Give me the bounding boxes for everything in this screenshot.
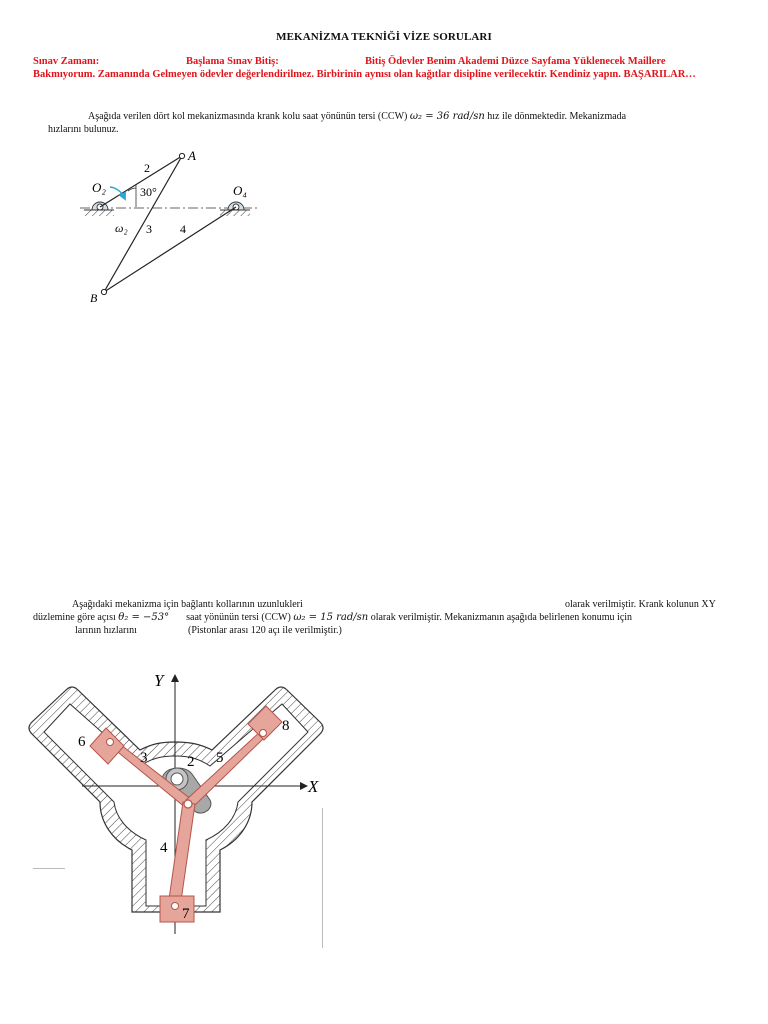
rules-note: Bakmıyorum. Zamanında Gelmeyen ödevler değerlendirilmez. Birbirinin aynısı olan kağıtlar disipline verilecektir. Kendiniz yapın. BAŞARILAR… [33, 69, 696, 80]
q1-text-line2: hızlarını bulunuz. [48, 124, 119, 135]
q2-text-line1-pre: Aşağıdaki mekanizma için bağlantı kollarının uzunlukleri [72, 599, 303, 610]
label-link-2: 2 [144, 161, 150, 175]
q1-omega: ω₂ = 36 rad/sn [409, 111, 485, 122]
link-4 [104, 207, 236, 292]
label-link-4: 4 [180, 222, 186, 236]
q2-angle-text: düzlemine göre açısı [33, 612, 116, 623]
label-x-axis: X [308, 777, 319, 796]
start-end-label: Başlama Sınav Bitiş: [186, 56, 279, 67]
label-piston-7: 7 [182, 906, 190, 922]
four-bar-linkage-figure [78, 145, 263, 310]
q2-omega: ω₂ = 15 rad/sn [293, 612, 369, 623]
q2-theta: θ₂ = −53° [118, 612, 170, 623]
pin-crank [184, 800, 192, 808]
ground-hatch-o2 [84, 210, 114, 216]
label-angle: 30° [140, 185, 157, 199]
joint-b [101, 289, 106, 294]
label-link-3: 3 [146, 222, 152, 236]
q2-text-line2-post: olarak verilmiştir. Mekanizmanın aşağıda belirlenen konumu için [370, 612, 633, 623]
page-title: MEKANİZMA TEKNİĞİ VİZE SORULARI [276, 31, 492, 43]
label-link-2: 2 [187, 754, 195, 770]
joint-a [179, 153, 184, 158]
label-o2: O₂ [92, 180, 106, 195]
horizontal-rule [33, 868, 65, 869]
label-piston-6: 6 [78, 734, 86, 750]
label-b: B [90, 291, 98, 305]
q2-ccw-text: saat yönünün tersi (CCW) [186, 612, 291, 623]
label-piston-8: 8 [282, 718, 290, 734]
label-a: A [188, 148, 196, 163]
pin-piston-7 [172, 903, 179, 910]
vertical-rule [322, 808, 323, 948]
omega-arrow [110, 187, 124, 197]
q1-text-post: hız ile dönmektedir. Mekanizmada [487, 111, 627, 122]
q2-text-line2 [33, 611, 632, 624]
q2-text-line3-pre: larının hızlarını [75, 625, 137, 636]
q2-text-line3-post: (Pistonlar arası 120 açı ile verilmiştir.) [188, 625, 342, 636]
pivot-o4 [228, 202, 244, 210]
link-2 [100, 156, 182, 207]
label-link-4: 4 [160, 840, 168, 856]
exam-time-label: Sınav Zamanı: [33, 56, 100, 67]
q1-text-pre: Aşağıda verilen dört kol mekanizmasında krank kolu saat yönünün tersi (CCW) [88, 111, 408, 122]
label-y-axis: Y [154, 671, 164, 690]
q1-text-line1 [88, 110, 626, 123]
label-o4: O₄ [233, 183, 247, 198]
label-link-5: 5 [216, 750, 224, 766]
pin-piston-8 [260, 730, 267, 737]
pin-piston-6 [107, 739, 114, 746]
label-link-3: 3 [140, 750, 148, 766]
submission-note: Bitiş Ödevler Benim Akademi Düzce Sayfama Yüklenecek Maillere [365, 56, 666, 67]
q2-text-line1-post: olarak verilmiştir. Krank kolunun XY [565, 599, 716, 610]
label-omega: ω₂ [115, 221, 128, 235]
radial-engine-mechanism-figure [20, 662, 340, 952]
